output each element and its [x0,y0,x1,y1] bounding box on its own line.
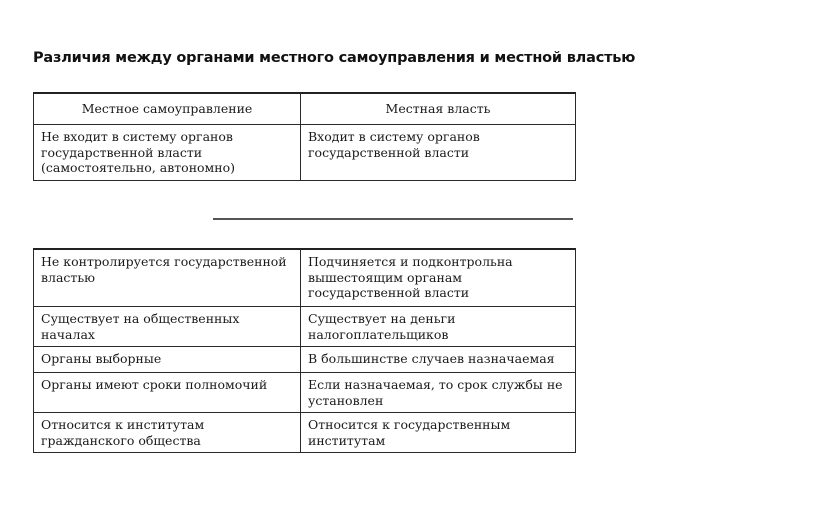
table-row [34,249,576,307]
table-cell: Подчиняется и подконтрольна вышестоящим органам государственной власти [301,249,576,307]
table-cell: Существует на деньги налогоплательщиков [301,307,576,347]
header-local-self-government: Местное самоуправление [34,93,301,125]
table-row [34,125,576,181]
table-cell: Существует на общественных началах [34,307,301,347]
table-cell: Входит в систему органов государственной власти [301,125,576,181]
header-local-authority: Местная власть [301,93,576,125]
table-cell: Не входит в систему органов государственной власти (самостоятельно, автономно) [34,125,301,181]
table-cell: В большинстве случаев назначаемая [301,347,576,373]
table-row [34,373,576,413]
comparison-table-bottom [33,248,576,453]
section-divider [213,218,573,220]
page-title: Различия между органами местного самоуправления и местной властью [33,50,636,66]
table-cell: Относится к институтам гражданского общества [34,413,301,453]
comparison-table-top [33,92,576,181]
table-cell: Относится к государственным институтам [301,413,576,453]
table-header-row [34,93,576,125]
table-cell: Органы выборные [34,347,301,373]
table-cell: Органы имеют сроки полномочий [34,373,301,413]
table-row [34,307,576,347]
table-cell: Если назначаемая, то срок службы не установлен [301,373,576,413]
table-row [34,413,576,453]
table-cell: Не контролируется государственной властью [34,249,301,307]
table-row [34,347,576,373]
